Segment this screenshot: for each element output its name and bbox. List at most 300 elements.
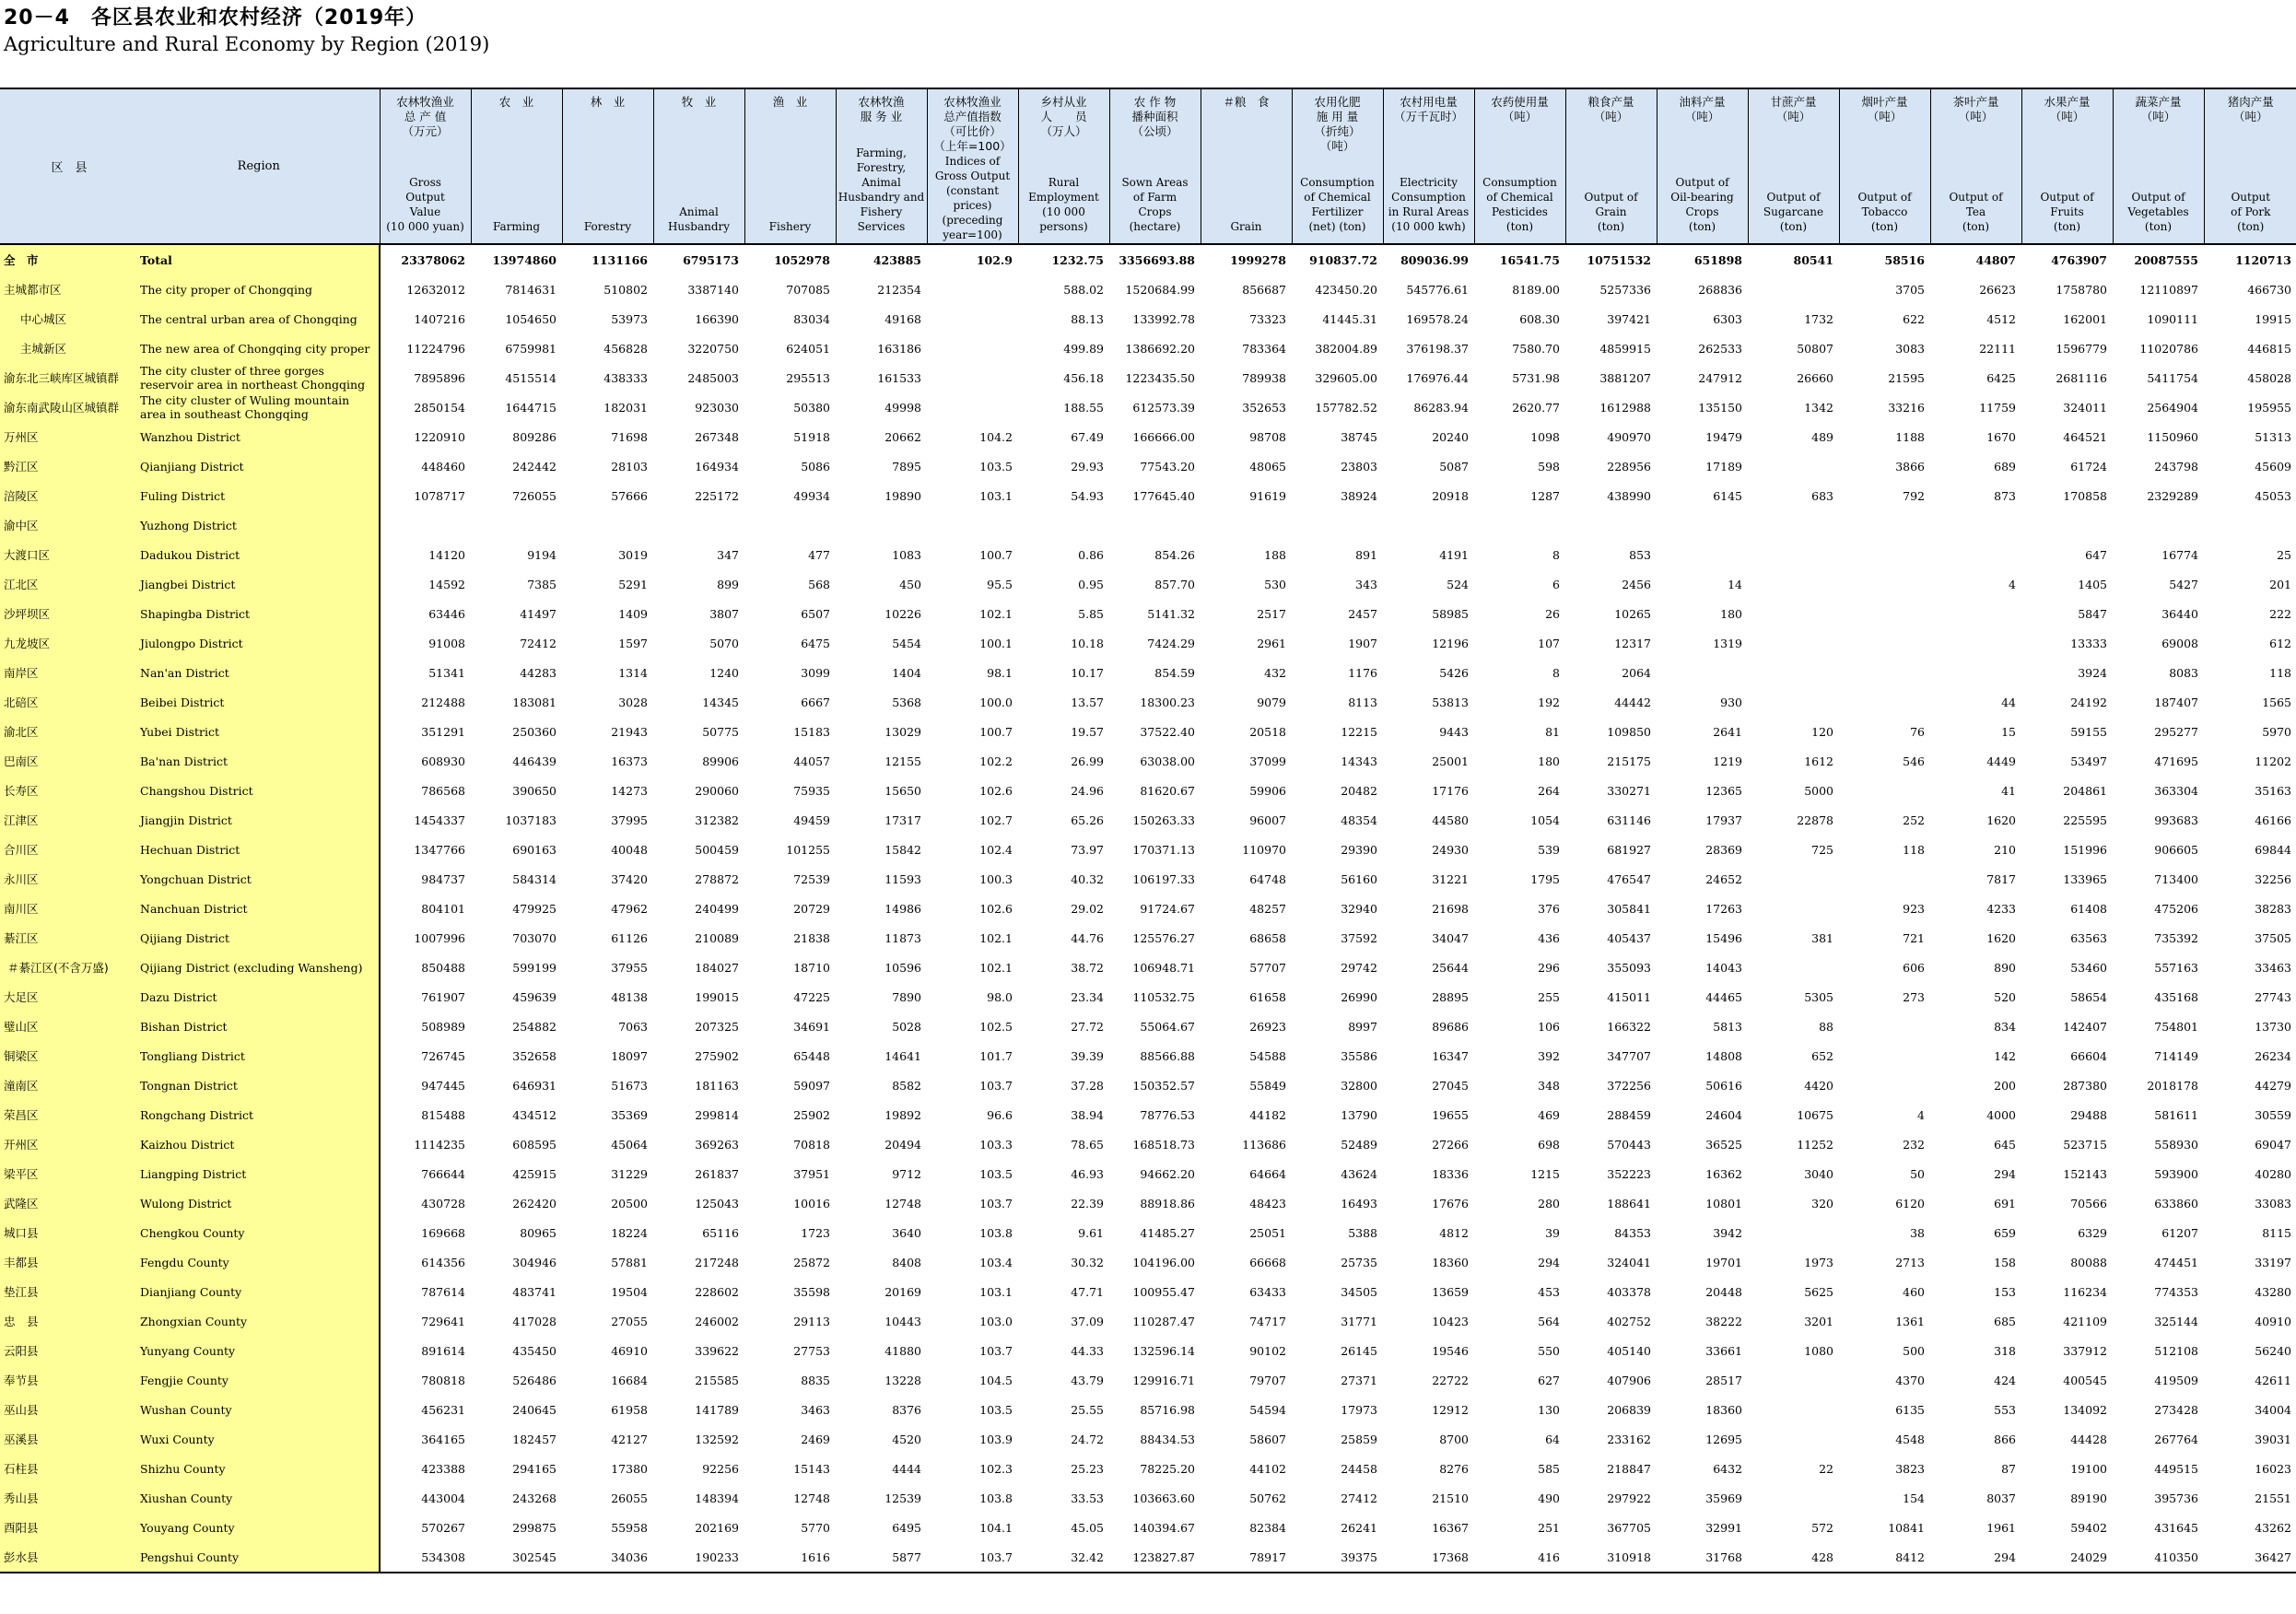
- value-cell: 3640: [892, 1225, 921, 1240]
- value-cell: [1109, 510, 1201, 540]
- value-cell: 103.1: [979, 488, 1013, 503]
- value-cell: 275902: [695, 1048, 739, 1063]
- column-header: [2113, 88, 2204, 244]
- value-cell: 11873: [884, 930, 921, 945]
- value-cell: 20494: [884, 1137, 921, 1152]
- value-cell: 448460: [421, 459, 465, 474]
- region-name-en: Dadukou District: [138, 540, 380, 569]
- value-cell: [1748, 275, 1839, 304]
- value-cell: 125576.27: [1132, 930, 1195, 945]
- value-cell: [2113, 510, 2204, 540]
- value-cell: 17189: [1705, 459, 1742, 474]
- region-name-cn: 永川区: [0, 864, 138, 894]
- region-name-cn: 璧山区: [0, 1012, 138, 1041]
- value-cell: 65448: [793, 1048, 830, 1063]
- table-body: [0, 244, 2296, 1573]
- value-cell: 294: [1994, 1166, 2016, 1181]
- region-name-cn: 秀山县: [0, 1483, 138, 1513]
- value-cell: 36427: [2204, 1542, 2296, 1573]
- value-cell: 312382: [695, 813, 739, 827]
- value-cell: 240499: [695, 901, 739, 916]
- value-cell: 1732: [1804, 311, 1833, 326]
- column-header-en: Grain: [1230, 220, 1262, 233]
- value-cell: 103.5: [979, 459, 1013, 474]
- value-cell: [927, 304, 1018, 333]
- region-name-en: Xiushan County: [138, 1483, 380, 1513]
- value-cell: 608930: [421, 754, 465, 768]
- value-cell: 35369: [611, 1107, 648, 1122]
- column-header-labels: [563, 89, 653, 243]
- value-cell: 899: [717, 577, 739, 591]
- column-header: [1474, 88, 1565, 244]
- table-row: [0, 717, 2296, 746]
- value-cell: 88566.88: [1140, 1048, 1195, 1063]
- value-cell: 280: [1538, 1196, 1560, 1210]
- value-cell: 195955: [2247, 400, 2291, 415]
- value-cell: 27266: [1432, 1137, 1469, 1152]
- value-cell: 48065: [1249, 459, 1286, 474]
- value-cell: 434512: [512, 1107, 556, 1122]
- value-cell: 38.94: [1071, 1107, 1104, 1122]
- value-cell: 100.7: [979, 724, 1013, 739]
- value-cell: 34004: [2255, 1402, 2291, 1417]
- value-cell: 14808: [1705, 1048, 1742, 1063]
- value-cell: 48423: [1249, 1196, 1286, 1210]
- value-cell: 456231: [421, 1402, 465, 1417]
- value-cell: 37951: [793, 1166, 830, 1181]
- table-row: [0, 805, 2296, 835]
- value-cell: 11252: [1797, 1137, 1833, 1152]
- value-cell: 681927: [1607, 842, 1651, 857]
- value-cell: 35586: [1341, 1048, 1377, 1063]
- value-cell: 104.5: [979, 1373, 1013, 1387]
- value-cell: 4520: [892, 1432, 921, 1446]
- value-cell: 789938: [1242, 370, 1286, 385]
- value-cell: 15650: [884, 783, 921, 798]
- region-name-en: Zhongxian County: [138, 1306, 380, 1336]
- value-cell: 17380: [611, 1461, 648, 1476]
- table-title-en: Agriculture and Rural Economy by Region (2019): [4, 33, 490, 55]
- value-cell: 19100: [2070, 1461, 2107, 1476]
- value-cell: 395736: [2154, 1491, 2198, 1505]
- value-cell: 18360: [1432, 1255, 1469, 1269]
- value-cell: 1314: [618, 665, 648, 680]
- value-cell: 25872: [793, 1255, 830, 1269]
- value-cell: 288459: [1607, 1107, 1651, 1122]
- value-cell: 460: [1903, 1284, 1925, 1299]
- column-header-cn: 茶叶产量 （吨）: [1952, 95, 1999, 123]
- value-cell: 100.3: [979, 871, 1013, 886]
- value-cell: 180: [1720, 606, 1742, 621]
- value-cell: 4233: [1986, 901, 2016, 916]
- value-cell: [1565, 510, 1657, 540]
- region-name-cn: 南岸区: [0, 658, 138, 687]
- value-cell: 49934: [793, 488, 830, 503]
- value-cell: 152143: [2063, 1166, 2107, 1181]
- value-cell: 3019: [618, 547, 648, 562]
- region-name-cn: 中心城区: [0, 304, 138, 333]
- region-name-en: Nanchuan District: [138, 894, 380, 923]
- value-cell: 240645: [512, 1402, 556, 1417]
- region-name-cn: 垫江县: [0, 1277, 138, 1306]
- value-cell: 27412: [1341, 1491, 1377, 1505]
- value-cell: 8113: [1348, 695, 1377, 709]
- value-cell: 18336: [1432, 1166, 1469, 1181]
- value-cell: 608595: [512, 1137, 556, 1152]
- value-cell: 96.6: [987, 1107, 1013, 1122]
- value-cell: 166390: [695, 311, 739, 326]
- value-cell: 459639: [512, 989, 556, 1004]
- value-cell: 243268: [512, 1491, 556, 1505]
- value-cell: 392: [1538, 1048, 1560, 1063]
- region-name-en: Yongchuan District: [138, 864, 380, 894]
- value-cell: 612: [2269, 636, 2291, 650]
- value-cell: 304946: [512, 1255, 556, 1269]
- column-header-cn: 甘蔗产量 （吨）: [1770, 95, 1817, 123]
- value-cell: 598: [1538, 459, 1560, 474]
- value-cell: 735392: [2154, 930, 2198, 945]
- value-cell: 8412: [1839, 1542, 1930, 1573]
- value-cell: 71698: [611, 429, 648, 444]
- column-header-labels: [837, 89, 927, 243]
- value-cell: 142407: [2063, 1019, 2107, 1034]
- value-cell: 1620: [1986, 930, 2016, 945]
- value-cell: 50616: [1705, 1078, 1742, 1093]
- value-cell: 48354: [1341, 813, 1377, 827]
- table-row: [0, 599, 2296, 628]
- region-name-en: Shapingba District: [138, 599, 380, 628]
- value-cell: 7895: [892, 459, 921, 474]
- value-cell: 8276: [1439, 1461, 1469, 1476]
- value-cell: 65.26: [1071, 813, 1104, 827]
- value-cell: 8408: [892, 1255, 921, 1269]
- value-cell: 45053: [2255, 488, 2291, 503]
- value-cell: 25001: [1432, 754, 1469, 768]
- value-cell: 102.4: [979, 842, 1013, 857]
- column-header-en: Consumption of Chemical Fertilizer (net) (ton): [1300, 176, 1375, 233]
- value-cell: 2620.77: [1512, 400, 1560, 415]
- region-en-header: [138, 88, 380, 244]
- value-cell: 106948.71: [1132, 960, 1195, 975]
- value-cell: 110287.47: [1132, 1314, 1195, 1328]
- value-cell: 38: [1910, 1225, 1925, 1240]
- value-cell: 113686: [1242, 1137, 1286, 1152]
- value-cell: 866: [1994, 1432, 2016, 1446]
- value-cell: 103.7: [927, 1542, 1018, 1573]
- region-name-cn: 合川区: [0, 835, 138, 864]
- value-cell: 499.89: [1063, 341, 1104, 356]
- region-name-en: Chengkou County: [138, 1218, 380, 1247]
- value-cell: 1219: [1713, 754, 1742, 768]
- region-name-en: Jiangjin District: [138, 805, 380, 835]
- column-header-labels: [745, 89, 836, 243]
- value-cell: 287380: [2063, 1078, 2107, 1093]
- value-cell: 247912: [1698, 370, 1742, 385]
- value-cell: 4859915: [1599, 341, 1651, 356]
- value-cell: 382004.89: [1315, 341, 1377, 356]
- value-cell: 61126: [611, 930, 648, 945]
- value-cell: [1930, 628, 2021, 658]
- value-cell: 102.1: [979, 606, 1013, 621]
- column-header-cn: 烟叶产量 （吨）: [1861, 95, 1908, 123]
- value-cell: 55849: [1249, 1078, 1286, 1093]
- value-cell: 69844: [2255, 842, 2291, 857]
- value-cell: 6495: [892, 1520, 921, 1535]
- value-cell: 458028: [2247, 370, 2291, 385]
- value-cell: 262420: [512, 1196, 556, 1210]
- value-cell: [927, 392, 1018, 422]
- value-cell: 10016: [793, 1196, 830, 1210]
- value-cell: 446815: [2247, 341, 2291, 356]
- value-cell: 6432: [1713, 1461, 1742, 1476]
- value-cell: 63038.00: [1140, 754, 1195, 768]
- value-cell: 853: [1629, 547, 1651, 562]
- value-cell: 1620: [1986, 813, 2016, 827]
- value-cell: 53497: [2070, 754, 2107, 768]
- value-cell: 268836: [1698, 282, 1742, 297]
- value-cell: 246002: [695, 1314, 739, 1328]
- column-header-en: Forestry: [583, 220, 632, 233]
- value-cell: 14641: [884, 1048, 921, 1063]
- value-cell: 11224796: [406, 341, 465, 356]
- value-cell: 5368: [892, 695, 921, 709]
- table-row: [0, 363, 2296, 392]
- value-cell: 10751532: [1587, 252, 1651, 267]
- value-cell: 302545: [471, 1542, 562, 1573]
- value-cell: 110532.75: [1132, 989, 1195, 1004]
- value-cell: 151996: [2063, 842, 2107, 857]
- value-cell: 14345: [702, 695, 739, 709]
- table-row: [0, 864, 2296, 894]
- value-cell: 12632012: [406, 282, 465, 297]
- column-header-labels: [654, 89, 744, 243]
- table-row: [0, 746, 2296, 776]
- column-header: [1930, 88, 2021, 244]
- value-cell: 61724: [2070, 459, 2107, 474]
- value-cell: 631146: [1607, 813, 1651, 827]
- column-header-cn: 渔 业: [772, 95, 808, 109]
- value-cell: [1748, 1395, 1839, 1424]
- value-cell: 188: [1264, 547, 1286, 562]
- value-cell: 162001: [2063, 311, 2107, 326]
- value-cell: 210089: [695, 930, 739, 945]
- value-cell: 103.9: [979, 1432, 1013, 1446]
- value-cell: 14343: [1341, 754, 1377, 768]
- value-cell: 834: [1994, 1019, 2016, 1034]
- table-row: [0, 1100, 2296, 1129]
- value-cell: 7580.70: [1512, 341, 1560, 356]
- value-cell: 70566: [2070, 1196, 2107, 1210]
- value-cell: 44182: [1249, 1107, 1286, 1122]
- value-cell: 698: [1538, 1137, 1560, 1152]
- value-cell: 103.8: [979, 1491, 1013, 1505]
- value-cell: 181163: [695, 1078, 739, 1093]
- value-cell: 4420: [1804, 1078, 1833, 1093]
- value-cell: 41880: [884, 1343, 921, 1358]
- value-cell: 857.70: [1154, 577, 1195, 591]
- value-cell: 80088: [2070, 1255, 2107, 1269]
- column-header-en: Rural Employment (10 000 persons): [1028, 176, 1099, 233]
- value-cell: 436: [1538, 930, 1560, 945]
- value-cell: 50807: [1797, 341, 1833, 356]
- value-cell: 106197.33: [1132, 871, 1195, 886]
- value-cell: 36440: [2161, 606, 2198, 621]
- value-cell: 783364: [1242, 341, 1286, 356]
- value-cell: 15: [2001, 724, 2016, 739]
- value-cell: 1098: [1530, 429, 1560, 444]
- value-cell: 88.13: [1071, 311, 1104, 326]
- column-header-cn: 牧 业: [681, 95, 717, 109]
- value-cell: [1018, 510, 1109, 540]
- column-header: [836, 88, 927, 244]
- value-cell: 59097: [793, 1078, 830, 1093]
- value-cell: [1930, 599, 2021, 628]
- value-cell: 8083: [2169, 665, 2198, 680]
- value-cell: 474451: [2154, 1255, 2198, 1269]
- value-cell: 63563: [2070, 930, 2107, 945]
- column-header-labels: [472, 89, 562, 243]
- column-header-en: Sown Areas of Farm Crops (hectare): [1121, 176, 1189, 233]
- value-cell: 261837: [695, 1166, 739, 1181]
- value-cell: [1748, 1218, 1839, 1247]
- value-cell: 41497: [520, 606, 556, 621]
- value-cell: 200: [1994, 1078, 2016, 1093]
- value-cell: 20662: [884, 429, 921, 444]
- value-cell: 51673: [611, 1078, 648, 1093]
- value-cell: 456.18: [1063, 370, 1104, 385]
- value-cell: 278872: [695, 871, 739, 886]
- region-name-en: Jiangbei District: [138, 569, 380, 599]
- value-cell: 464521: [2063, 429, 2107, 444]
- value-cell: 169668: [421, 1225, 465, 1240]
- region-name-cn: 涪陵区: [0, 481, 138, 510]
- value-cell: 3881207: [1599, 370, 1651, 385]
- value-cell: 26.99: [1071, 754, 1104, 768]
- column-header-cn: 农药使用量 （吨）: [1491, 95, 1549, 123]
- value-cell: 423450.20: [1315, 282, 1377, 297]
- value-cell: 215585: [695, 1373, 739, 1387]
- value-cell: 16367: [1432, 1520, 1469, 1535]
- value-cell: 647: [2085, 547, 2107, 562]
- value-cell: 1150960: [2147, 429, 2198, 444]
- value-cell: 546: [1903, 754, 1925, 768]
- value-cell: 33661: [1705, 1343, 1742, 1358]
- value-cell: 8582: [892, 1078, 921, 1093]
- column-header: [1839, 88, 1930, 244]
- value-cell: 5813: [1713, 1019, 1742, 1034]
- value-cell: 40280: [2255, 1166, 2291, 1181]
- column-header-cn: 油料产量 （吨）: [1679, 95, 1726, 123]
- value-cell: 405437: [1607, 930, 1651, 945]
- value-cell: 13029: [884, 724, 921, 739]
- value-cell: 449515: [2154, 1461, 2198, 1476]
- value-cell: 83034: [793, 311, 830, 326]
- value-cell: 6759981: [505, 341, 556, 356]
- value-cell: 18097: [611, 1048, 648, 1063]
- value-cell: 572: [1811, 1520, 1833, 1535]
- value-cell: 94662.20: [1140, 1166, 1195, 1181]
- value-cell: [2204, 510, 2296, 540]
- region-name-en: The city cluster of Wuling mountain area in southeast Chongqing: [138, 392, 380, 422]
- value-cell: 1090111: [2147, 311, 2198, 326]
- value-cell: [1839, 687, 1930, 717]
- value-cell: 222: [2269, 606, 2291, 621]
- value-cell: 11759: [1979, 400, 2016, 415]
- value-cell: 66668: [1249, 1255, 1286, 1269]
- value-cell: 80965: [520, 1225, 556, 1240]
- value-cell: [1748, 658, 1839, 687]
- value-cell: 12539: [884, 1491, 921, 1505]
- value-cell: 102.1: [979, 930, 1013, 945]
- value-cell: 512108: [2154, 1343, 2198, 1358]
- value-cell: 26055: [611, 1491, 648, 1505]
- column-header: [653, 88, 744, 244]
- column-header: [1748, 88, 1839, 244]
- value-cell: 1120713: [2235, 252, 2291, 267]
- value-cell: 254882: [512, 1019, 556, 1034]
- value-cell: 1520684.99: [1125, 282, 1195, 297]
- value-cell: 78776.53: [1140, 1107, 1195, 1122]
- value-cell: 102.7: [979, 813, 1013, 827]
- value-cell: 633860: [2154, 1196, 2198, 1210]
- value-cell: 135150: [1698, 400, 1742, 415]
- value-cell: 9443: [1439, 724, 1469, 739]
- value-cell: 27371: [1341, 1373, 1377, 1387]
- value-cell: 12196: [1432, 636, 1469, 650]
- value-cell: 1961: [1986, 1520, 2016, 1535]
- value-cell: 21551: [2255, 1491, 2291, 1505]
- value-cell: 72412: [520, 636, 556, 650]
- table-row: [0, 422, 2296, 451]
- region-name-en: Wuxi County: [138, 1424, 380, 1454]
- value-cell: 553: [1994, 1402, 2016, 1417]
- value-cell: 766644: [421, 1166, 465, 1181]
- value-cell: 90102: [1249, 1343, 1286, 1358]
- value-cell: 78.65: [1071, 1137, 1104, 1152]
- value-cell: 25902: [793, 1107, 830, 1122]
- value-cell: 140394.67: [1132, 1520, 1195, 1535]
- value-cell: 141789: [695, 1402, 739, 1417]
- value-cell: 3942: [1713, 1225, 1742, 1240]
- column-header-labels: [381, 89, 471, 243]
- value-cell: 34691: [793, 1019, 830, 1034]
- value-cell: 92256: [702, 1461, 739, 1476]
- value-cell: 103.7: [979, 1343, 1013, 1358]
- value-cell: 63446: [428, 606, 465, 621]
- value-cell: 32.42: [1018, 1542, 1109, 1573]
- value-cell: 252: [1903, 813, 1925, 827]
- value-cell: 56240: [2255, 1343, 2291, 1358]
- value-cell: 44102: [1249, 1461, 1286, 1476]
- value-cell: 44279: [2255, 1078, 2291, 1093]
- table-row: [0, 982, 2296, 1012]
- value-cell: [1748, 451, 1839, 481]
- value-cell: 98.1: [987, 665, 1013, 680]
- value-cell: [927, 363, 1018, 392]
- value-cell: 16373: [611, 754, 648, 768]
- value-cell: 33083: [2255, 1196, 2291, 1210]
- value-cell: 1407216: [414, 311, 465, 326]
- value-cell: 1404: [892, 665, 921, 680]
- table-row: [0, 1483, 2296, 1513]
- value-cell: 64664: [1249, 1166, 1286, 1181]
- column-header-en: Output of Sugarcane (ton): [1763, 191, 1824, 233]
- table-row: [0, 1336, 2296, 1365]
- column-header-cn: 粮食产量 （吨）: [1587, 95, 1634, 123]
- column-header-cn: 林 业: [590, 95, 626, 109]
- value-cell: 5847: [2078, 606, 2107, 621]
- value-cell: 588.02: [1063, 282, 1104, 297]
